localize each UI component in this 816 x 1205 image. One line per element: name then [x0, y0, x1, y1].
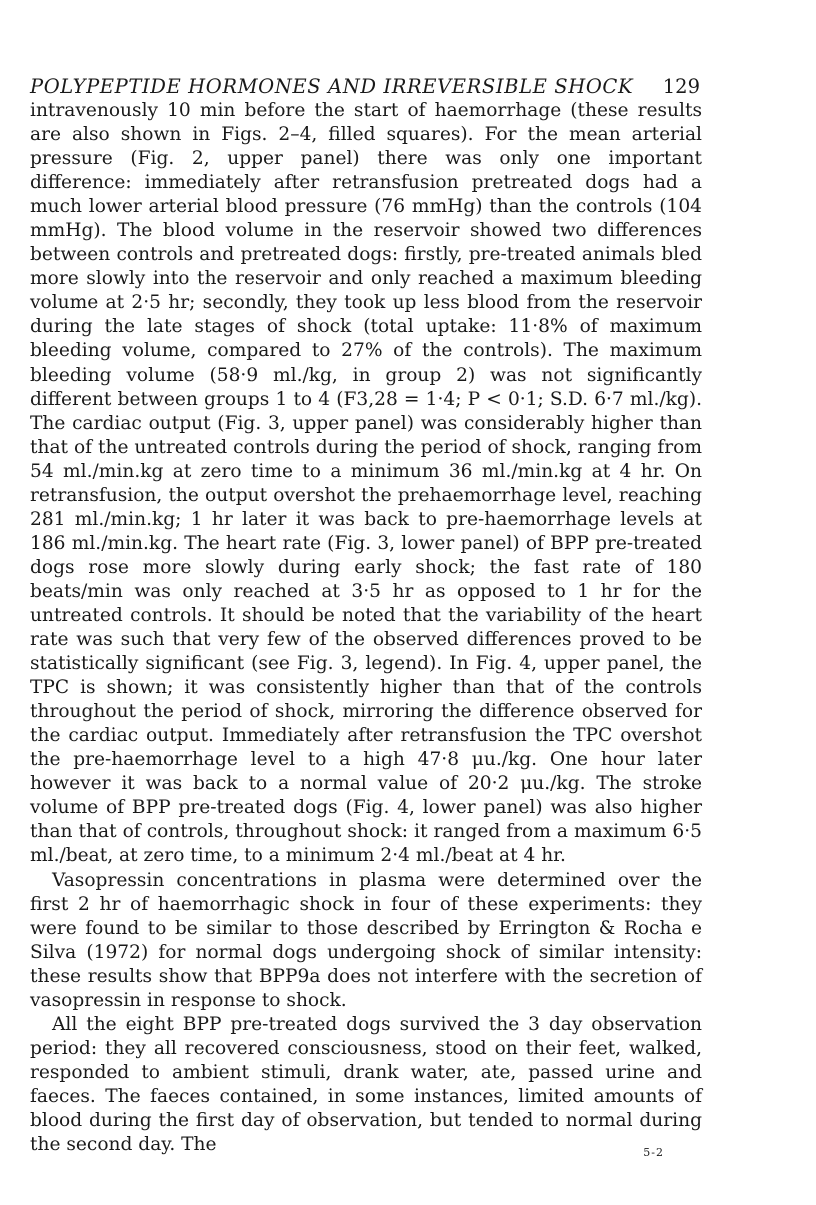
- running-title: POLYPEPTIDE HORMONES AND IRREVERSIBLE SHOCK: [30, 75, 634, 98]
- running-header: [30, 75, 702, 98]
- page: [30, 75, 702, 1157]
- paragraph-vasopressin: Vasopressin concentrations in plasma were determined over the first 2 hr of haemorrhagic shock in four of these experiments: they were found to be similar to those described by Errington & Rocha e Silva (1972) for normal dogs undergoing shock of similar intensity: these results show that BPP9a does not interfere with the secretion of vasopressin in response to shock.: [30, 869, 702, 1011]
- paragraph-survival: All the eight BPP pre-treated dogs survived the 3 day observation period: they all recovered consciousness, stood on their feet, walked, responded to ambient stimuli, drank water, ate, passed urine and faeces. The faeces contained, in some instances, limited amounts of blood during the first day of observation, but tended to normal during the second day. The: [30, 1013, 702, 1156]
- paragraph-results: intravenously 10 min before the start of haemorrhage (these results are also shown in Figs. 2–4, filled squares). For the mean arterial pressure (Fig. 2, upper panel) there was only one important difference: immediately after retransfusion pretreated dogs had a much lower arterial blood pressure (76 mmHg) than the controls (104 mmHg). The blood volume in the reservoir showed two differences between controls and pretreated dogs: firstly, pre-treated animals bled more slowly into the reservoir and only reached a maximum bleeding volume at 2·5 hr; secondly, they took up less blood from the reservoir during the late stages of shock (total uptake: 11·8% of maximum bleeding volume, compared to 27% of the controls). The maximum bleeding volume (58·9 ml./kg, in group 2) was not significantly different between groups 1 to 4 (F3,28 = 1·4; P < 0·1; S.D. 6·7 ml./kg). The cardiac output (Fig. 3, upper panel) was considerably higher than that of the untreated controls during the period of shock, ranging from 54 ml./min.kg at zero time to a minimum 36 ml./min.kg at 4 hr. On retransfusion, the output overshot the prehaemorrhage level, reaching 281 ml./min.kg; 1 hr later it was back to pre-haemorrhage levels at 186 ml./min.kg. The heart rate (Fig. 3, lower panel) of BPP pre-treated dogs rose more slowly during early shock; the fast rate of 180 beats/min was only reached at 3·5 hr as opposed to 1 hr for the untreated controls. It should be noted that the variability of the heart rate was such that very few of the observed differences proved to be statistically significant (see Fig. 3, legend). In Fig. 4, upper panel, the TPC is shown; it was consistently higher than that of the controls throughout the period of shock, mirroring the difference observed for the cardiac output. Immediately after retransfusion the TPC overshot the pre-haemorrhage level to a high 47·8 μu./kg. One hour later however it was back to a normal value of 20·2 μu./kg. The stroke volume of BPP pre-treated dogs (Fig. 4, lower panel) was also higher than that of controls, throughout shock: it ranged from a maximum 6·5 ml./beat, at zero time, to a minimum 2·4 ml./beat at 4 hr.: [30, 100, 702, 867]
- signature-mark: 5-2: [643, 1146, 664, 1159]
- page-number: 129: [662, 75, 700, 98]
